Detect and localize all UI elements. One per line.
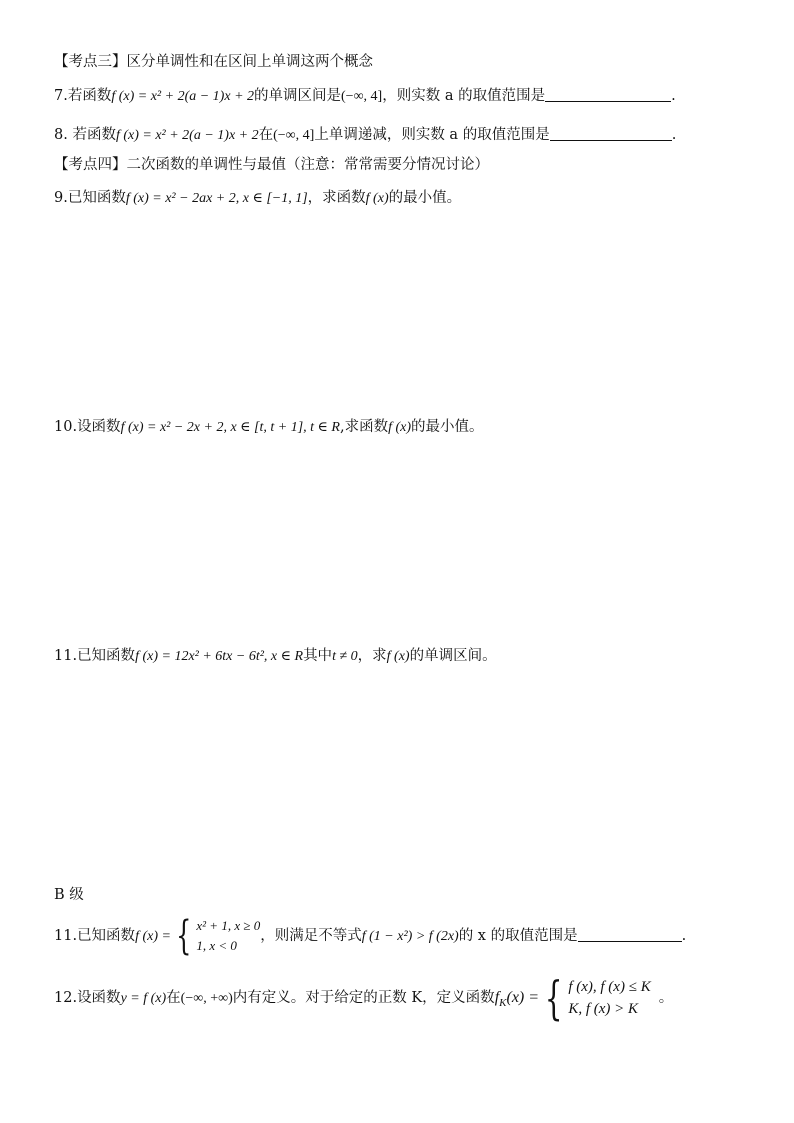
q7-end: . — [671, 88, 676, 104]
q8-post: 上单调递减，则实数 a 的取值范围是 — [314, 127, 550, 143]
q8-pre: 若函数 — [72, 127, 116, 143]
section-header-4: 【考点四】二次函数的单调性与最值（注意：常常需要分情况讨论） — [54, 157, 489, 173]
q12-case-1: f (x), f (x) ≤ K — [568, 979, 651, 995]
q10-formula: f (x) = x² − 2x + 2, x ∈ [t, t + 1], t ∈ R — [120, 420, 340, 435]
q11b-mid: ，则满足不等式 — [260, 928, 362, 944]
q9-number: 9. — [54, 190, 68, 206]
question-11-b — [54, 914, 686, 959]
q11b-end: . — [681, 928, 687, 944]
q12-fk — [494, 989, 540, 1010]
question-10 — [54, 417, 484, 438]
q10-post: 的最小值。 — [411, 419, 484, 435]
q9-post: 的最小值。 — [388, 190, 462, 206]
q11b-number: 11. — [54, 928, 78, 944]
q12-mid: 在 — [166, 990, 181, 1006]
q11-cond: t ≠ 0 — [332, 649, 358, 664]
question-7 — [54, 86, 676, 107]
q11b-case-2: 1, x < 0 — [196, 938, 237, 953]
q11-post: 的单调区间。 — [409, 648, 497, 664]
q12-end: 。 — [658, 990, 674, 1006]
q7-pre: 若函数 — [67, 88, 112, 104]
q11-pre: 已知函数 — [77, 648, 136, 664]
q9-pre: 已知函数 — [67, 190, 126, 206]
q10-pre: 设函数 — [77, 419, 121, 435]
q12-y: y = f (x) — [120, 991, 167, 1006]
q7-post: ，则实数 a 的取值范围是 — [382, 88, 546, 104]
q7-mid: 的单调区间是 — [254, 88, 342, 104]
q11-number: 11. — [54, 648, 78, 664]
q11-mid: 其中 — [303, 648, 333, 664]
q8-mid: 在 — [258, 127, 274, 143]
q12-interval: (−∞, +∞) — [180, 991, 233, 1006]
q8-formula: f (x) = x² + 2(a − 1)x + 2 — [115, 128, 259, 143]
q10-mid: ,求函数 — [339, 419, 389, 435]
q7-answer-blank[interactable] — [545, 87, 671, 102]
question-8 — [54, 125, 676, 146]
q12-number: 12. — [54, 990, 78, 1006]
q11b-case-1: x² + 1, x ≥ 0 — [196, 918, 261, 933]
left-brace-icon: { — [176, 913, 192, 959]
q11-mid2: ，求 — [357, 648, 387, 664]
q11b-lhs: f (x) = — [135, 929, 171, 944]
q12-cases — [568, 976, 650, 1020]
q9-formula: f (x) = x² − 2ax + 2, x ∈ [−1, 1] — [125, 191, 308, 206]
q9-fx: f (x) — [365, 191, 389, 206]
q11b-post: 的 x 的取值范围是 — [458, 928, 578, 944]
section-header-3: 【考点三】区分单调性和在区间上单调这两个概念 — [54, 54, 373, 70]
q7-interval: (−∞, 4] — [341, 89, 383, 104]
q11b-answer-blank[interactable] — [578, 927, 682, 942]
q7-number: 7. — [54, 88, 68, 104]
q12-pre: 设函数 — [77, 990, 121, 1006]
q8-answer-blank[interactable] — [550, 126, 672, 141]
question-9 — [54, 188, 461, 209]
q12-case-2: K, f (x) > K — [568, 1001, 639, 1017]
q8-number: 8. — [54, 127, 73, 143]
q8-interval: (−∞, 4] — [273, 128, 315, 143]
q12-sub-k: K — [499, 997, 507, 1010]
q8-end: . — [671, 127, 677, 143]
q12-f: f — [494, 989, 500, 1006]
q10-number: 10. — [54, 419, 78, 435]
question-11 — [54, 646, 497, 667]
left-brace-icon-2: { — [544, 971, 563, 1025]
q10-fx: f (x) — [388, 420, 412, 435]
q11-formula: f (x) = 12x² + 6tx − 6t², x ∈ R — [135, 649, 304, 664]
q11b-pre: 已知函数 — [77, 928, 136, 944]
q12-post: 内有定义。对于给定的正数 K，定义函数 — [232, 990, 495, 1006]
q12-lhs2: (x) = — [506, 989, 540, 1006]
q9-mid: ，求函数 — [307, 190, 366, 206]
level-b-heading: B 级 — [54, 887, 84, 903]
q11-fx: f (x) — [386, 649, 410, 664]
q11b-ineq: f (1 − x²) > f (2x) — [361, 929, 459, 944]
q7-formula: f (x) = x² + 2(a − 1)x + 2 — [111, 89, 255, 104]
question-12 — [54, 971, 674, 1027]
q11b-cases — [196, 916, 260, 956]
